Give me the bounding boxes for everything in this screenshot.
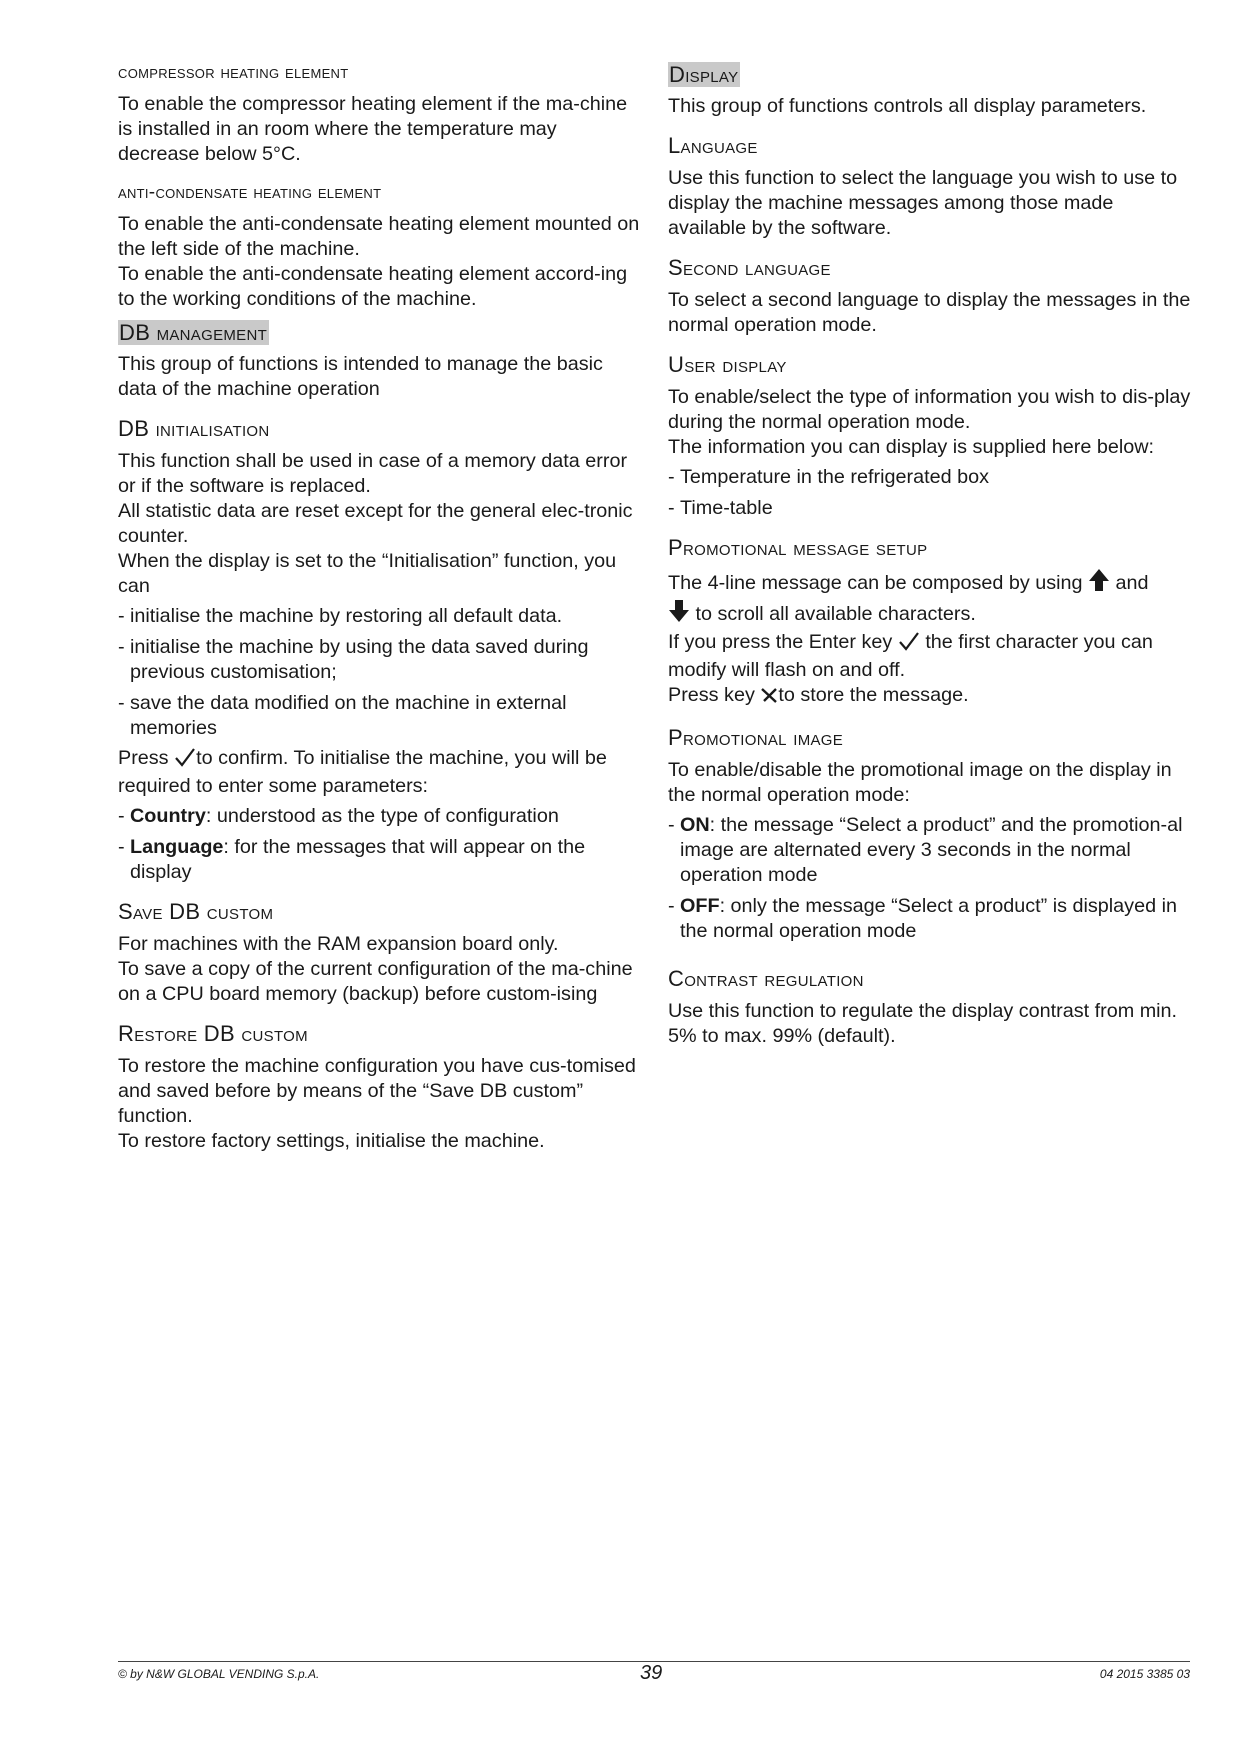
restore-db-text-2: To restore factory settings, initialise the machine. xyxy=(118,1130,545,1152)
promotional-message-setup-heading: Promotional message setup xyxy=(668,535,928,560)
page-number: 39 xyxy=(640,1662,663,1684)
promo-setup-line-1: The 4-line message can be composed by using and xyxy=(668,568,1192,599)
restore-db-custom-heading: Restore DB custom xyxy=(118,1021,308,1046)
footer-doc-code: 04 2015 3385 03 xyxy=(1099,1667,1190,1681)
user-display-text-1: To enable/select the type of information you wish to dis-play during the normal operation mode. xyxy=(668,386,1191,433)
db-management-text: This group of functions is intended to manage the basic data of the machine operation xyxy=(118,353,603,400)
save-db-custom-heading: Save DB custom xyxy=(118,899,274,924)
list-item: - Time-table xyxy=(668,497,773,519)
second-language-text: To select a second language to display the messages in the normal operation mode. xyxy=(668,289,1191,336)
db-init-text-1: This function shall be used in case of a memory data error or if the software is replaced. xyxy=(118,450,628,497)
list-item: - Language: for the messages that will appear on the display xyxy=(118,836,586,883)
right-column xyxy=(668,62,1192,1049)
left-column xyxy=(118,62,640,1154)
compressor-heading: compressor heating element xyxy=(118,62,349,83)
promo-image-text: To enable/disable the promotional image on the display in the normal operation mode: xyxy=(668,759,1172,806)
promo-setup-line-2: to scroll all available characters. xyxy=(668,599,1192,630)
cancel-x-icon xyxy=(760,686,778,711)
save-db-text-1: For machines with the RAM expansion board only. xyxy=(118,933,559,955)
check-icon xyxy=(898,631,920,658)
language-text: Use this function to select the language you wish to use to display the machine messages among those made available by the software. xyxy=(668,167,1178,239)
list-item: - Temperature in the refrigerated box xyxy=(668,466,989,488)
list-item: - ON: the message “Select a product” and the promotion-al image are alternated every 3 seconds in the normal operation mode xyxy=(668,814,1183,886)
list-item: - save the data modified on the machine in external memories xyxy=(118,692,567,739)
arrow-up-icon xyxy=(1088,568,1110,599)
anticondensate-heading: anti-condensate heating element xyxy=(118,182,382,203)
check-icon xyxy=(174,747,196,774)
db-init-text-3: When the display is set to the “Initialisation” function, you can xyxy=(118,550,617,597)
db-management-heading: DB management xyxy=(119,320,268,345)
promo-setup-line-4: Press key to store the message. xyxy=(668,683,1192,711)
list-item: - OFF: only the message “Select a product” is displayed in the normal operation mode xyxy=(668,895,1177,942)
footer-copyright: © by N&W GLOBAL VENDING S.p.A. xyxy=(118,1667,320,1681)
db-init-text-2: All statistic data are reset except for the general elec-tronic counter. xyxy=(118,500,633,547)
restore-db-text-1: To restore the machine configuration you have cus-tomised and saved before by means of the “Save DB custom” function. xyxy=(118,1055,636,1127)
display-text: This group of functions controls all display parameters. xyxy=(668,95,1147,117)
list-item: - initialise the machine by restoring all default data. xyxy=(118,605,563,627)
list-item: - Country: understood as the type of configuration xyxy=(118,805,559,827)
anticondensate-text-1: To enable the anti-condensate heating element mounted on the left side of the machine. xyxy=(118,213,640,260)
contrast-text: Use this function to regulate the display contrast from min. 5% to max. 99% (default). xyxy=(668,1000,1178,1047)
display-heading: Display xyxy=(669,62,739,87)
arrow-down-icon xyxy=(668,599,690,630)
press-confirm-text: Press to confirm. To initialise the machine, you will be required to enter some parameters: xyxy=(118,747,607,797)
second-language-heading: Second language xyxy=(668,255,831,280)
promotional-image-heading: Promotional image xyxy=(668,725,844,750)
promo-setup-line-3: If you press the Enter key the first character you can modify will flash on and off. xyxy=(668,631,1153,681)
compressor-text: To enable the compressor heating element if the ma-chine is installed in an room where the temperature may decrease below 5°C. xyxy=(118,93,628,165)
list-item: - initialise the machine by using the data saved during previous customisation; xyxy=(118,636,589,683)
language-heading: Language xyxy=(668,133,758,158)
db-initialisation-heading: DB initialisation xyxy=(118,416,270,441)
user-display-heading: User display xyxy=(668,352,787,377)
user-display-text-2: The information you can display is supplied here below: xyxy=(668,436,1155,458)
save-db-text-2: To save a copy of the current configuration of the ma-chine on a CPU board memory (backup) before custom-ising xyxy=(118,958,633,1005)
anticondensate-text-2: To enable the anti-condensate heating element accord-ing to the working conditions of the machine. xyxy=(118,263,628,310)
contrast-regulation-heading: Contrast regulation xyxy=(668,966,864,991)
